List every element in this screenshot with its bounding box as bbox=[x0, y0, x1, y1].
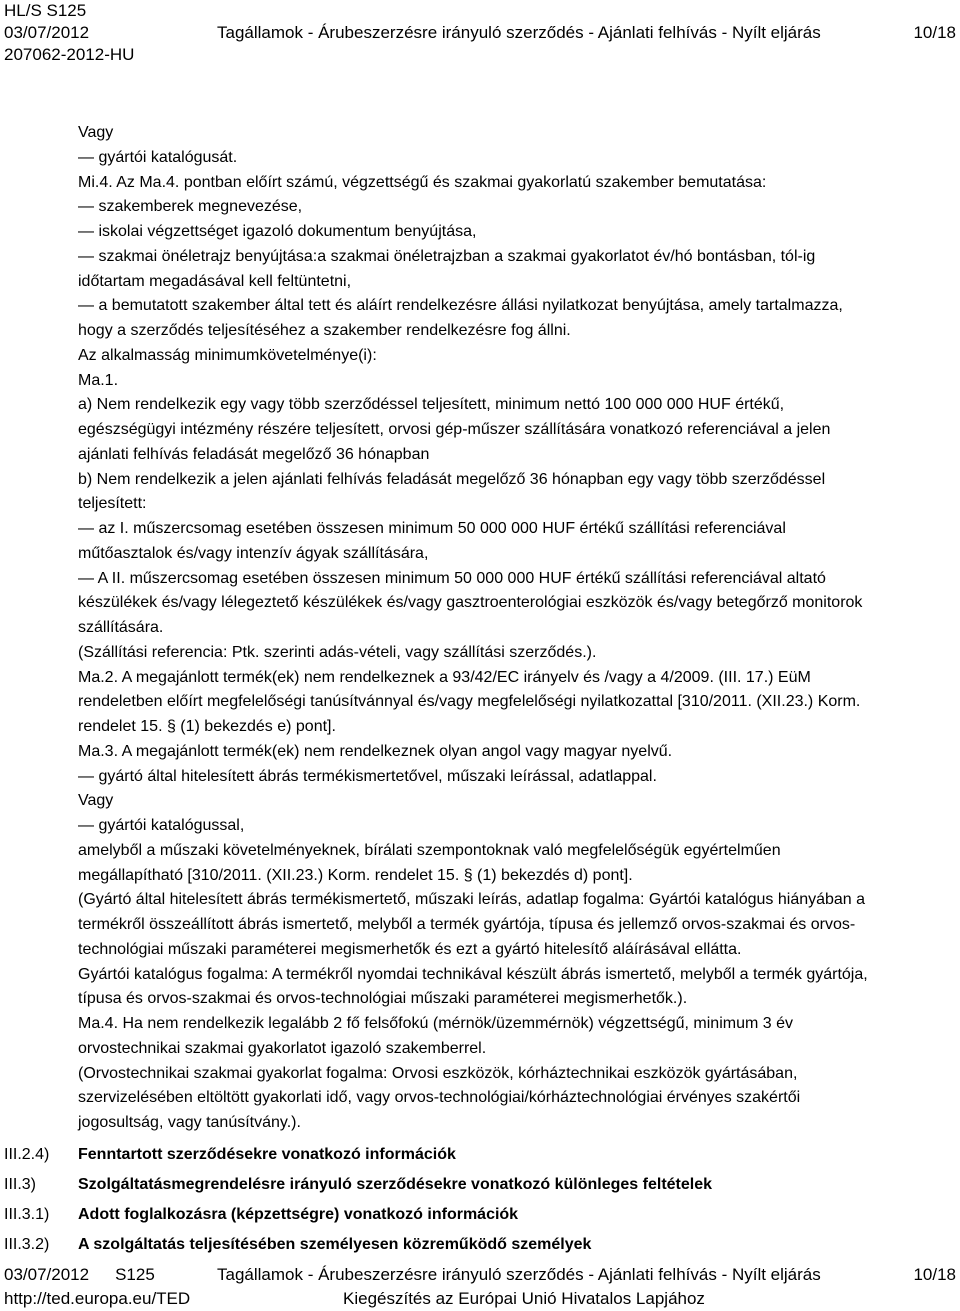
section-number: III.3) bbox=[4, 1176, 37, 1193]
text-line: szervizelésében eltöltött gyakorlati idő, vagy orvos-technológiai/kórháztechnológiai érvényes szakértői bbox=[78, 1089, 801, 1107]
text-line: megállapítható [310/2011. (XII.23.) Korm. rendelet 15. § (1) bekezdés d) pont]. bbox=[78, 866, 633, 884]
text-line: készülékek és/vagy lélegeztető készülékek és/vagy gasztroenterológiai eszközök és/vagy betegőrző monitorok bbox=[78, 594, 863, 612]
text-line: b) Nem rendelkezik a jelen ajánlati felhívás feladását megelőző 36 hónapban egy vagy több szerződéssel bbox=[78, 470, 826, 488]
footer-date-series bbox=[4, 1264, 155, 1286]
text-line: Gyártói katalógus fogalma: A termékről nyomdai technikával készült ábrás ismertető, melyből a termék gyártója, bbox=[78, 965, 868, 983]
text-line: (Gyártó által hitelesített ábrás termékismertető, műszaki leírás, adatlap fogalma: Gyártói katalógus hiányában a bbox=[78, 891, 866, 909]
text-line: — gyártói katalógusát. bbox=[78, 148, 238, 166]
page-header bbox=[0, 0, 960, 70]
section-heading-row bbox=[4, 1202, 948, 1232]
text-line: műtőasztalok és/vagy intenzív ágyak szállítására, bbox=[78, 544, 429, 562]
section-heading-row bbox=[4, 1232, 948, 1262]
text-line: a) Nem rendelkezik egy vagy több szerződéssel teljesített, minimum nettó 100 000 000 HUF értékű, bbox=[78, 396, 785, 414]
document-id: 207062-2012-HU bbox=[4, 45, 135, 64]
section-heading-row bbox=[4, 1172, 948, 1202]
section-title: Adott foglalkozásra (képzettségre) vonatkozó információk bbox=[78, 1206, 519, 1223]
text-line: — gyártói katalógussal, bbox=[78, 817, 245, 834]
text-line: orvostechnikai szakmai gyakorlatot igazoló szakemberrel. bbox=[78, 1039, 487, 1057]
footer-series: S125 bbox=[115, 1265, 155, 1284]
text-line: technológiai műszaki paraméterei megismerhetők és ezt a gyártó hitelesítő aláírásával ellátta. bbox=[78, 940, 742, 958]
section-number: III.3.2) bbox=[4, 1236, 50, 1253]
text-line: (Szállítási referencia: Ptk. szerinti adás-vételi, vagy szállítási szerződés.). bbox=[78, 643, 597, 661]
body-text bbox=[78, 121, 948, 1136]
text-line: — a bemutatott szakember által tett és aláírt rendelkezésre állási nyilatkozat benyújtása, amely tartalmazza, bbox=[78, 297, 843, 315]
text-line: egészségügyi intézmény részére teljesített, orvosi gép-műszer szállítására vonatkozó referenciával a jelen bbox=[78, 421, 831, 438]
text-line: rendeletben előírt megfelelőségi tanúsítvánnyal és/vagy megfelelőségi nyilatkozattal [310/2011. (XII.23.) Korm. bbox=[78, 693, 861, 711]
footer-date: 03/07/2012 bbox=[4, 1265, 90, 1284]
section-number: III.2.4) bbox=[4, 1146, 50, 1163]
journal-ref: HL/S S125 bbox=[4, 1, 87, 20]
section-title: Fenntartott szerződésekre vonatkozó információk bbox=[78, 1146, 456, 1163]
text-line: — szakemberek megnevezése, bbox=[78, 198, 303, 216]
section-headings bbox=[4, 1142, 948, 1262]
section-title: A szolgáltatás teljesítésében személyesen közreműködő személyek bbox=[78, 1236, 592, 1253]
text-line: Ma.2. A megajánlott termék(ek) nem rendelkeznek a 93/42/EC irányelv és /vagy a 4/2009. (III. 17.) EüM bbox=[78, 668, 811, 686]
text-line: Vagy bbox=[78, 124, 114, 141]
footer-publisher: Kiegészítés az Európai Unió Hivatalos Lapjához bbox=[343, 1289, 705, 1308]
text-line: időtartam megadásával kell feltüntetni, bbox=[78, 272, 352, 290]
text-line: Ma.3. A megajánlott termék(ek) nem rendelkeznek olyan angol vagy magyar nyelvű. bbox=[78, 742, 673, 760]
text-line: — az I. műszercsomag esetében összesen minimum 50 000 000 HUF értékű szállítási referenciával bbox=[78, 520, 786, 537]
text-line: hogy a szerződés teljesítéséhez a szakember rendelkezésre fog állni. bbox=[78, 322, 571, 339]
header-page-number: 10/18 bbox=[913, 23, 956, 42]
footer-page-number: 10/18 bbox=[913, 1265, 956, 1284]
text-line: teljesített: bbox=[78, 495, 147, 513]
header-title: Tagállamok - Árubeszerzésre irányuló szerződés - Ajánlati felhívás - Nyílt eljárás bbox=[217, 23, 821, 42]
text-line: Mi.4. Az Ma.4. pontban előírt számú, végzettségű és szakmai gyakorlatú szakember bemutatása: bbox=[78, 173, 767, 191]
text-line: — iskolai végzettséget igazoló dokumentum benyújtása, bbox=[78, 223, 477, 240]
text-line: ajánlati felhívás feladását megelőző 36 hónapban bbox=[78, 445, 430, 463]
section-heading-row bbox=[4, 1142, 948, 1172]
footer-title: Tagállamok - Árubeszerzésre irányuló szerződés - Ajánlati felhívás - Nyílt eljárás bbox=[217, 1265, 821, 1284]
text-line: Ma.1. bbox=[78, 371, 119, 389]
section-title: Szolgáltatásmegrendelésre irányuló szerződésekre vonatkozó különleges feltételek bbox=[78, 1176, 713, 1193]
footer-url: http://ted.europa.eu/TED bbox=[4, 1289, 191, 1308]
text-line: rendelet 15. § (1) bekezdés e) pont]. bbox=[78, 718, 336, 735]
section-number: III.3.1) bbox=[4, 1206, 50, 1223]
text-line: Ma.4. Ha nem rendelkezik legalább 2 fő felsőfokú (mérnök/üzemmérnök) végzettségű, minimum 3 év bbox=[78, 1015, 793, 1032]
text-line: szállítására. bbox=[78, 619, 164, 636]
text-line: Vagy bbox=[78, 792, 114, 810]
text-line: — A II. műszercsomag esetében összesen minimum 50 000 000 HUF értékű szállítási referenciával altató bbox=[78, 569, 826, 587]
text-line: — szakmai önéletrajz benyújtása:a szakmai önéletrajzban a szakmai gyakorlatot év/hó bontásban, tól-ig bbox=[78, 247, 816, 265]
text-line: típusa és orvos-szakmai és orvos-technológiai műszaki paraméterei megismerhetők.). bbox=[78, 990, 688, 1008]
header-date: 03/07/2012 bbox=[4, 23, 90, 42]
text-line: jogosultság, vagy tanúsítvány.). bbox=[78, 1114, 301, 1131]
page-footer bbox=[0, 1264, 960, 1311]
text-line: termékről összeállított ábrás ismertető, melyből a termék gyártója, típusa és jellemző orvos-szakmai és orvos- bbox=[78, 916, 856, 933]
text-line: (Orvostechnikai szakmai gyakorlat fogalma: Orvosi eszközök, kórháztechnikai eszközök gyártásában, bbox=[78, 1064, 798, 1082]
text-line: — gyártó által hitelesített ábrás termékismertetővel, műszaki leírással, adatlappal. bbox=[78, 767, 657, 785]
text-line: amelyből a műszaki követelményeknek, bírálati szempontoknak való megfelelőségük egyértelműen bbox=[78, 841, 781, 859]
text-line: Az alkalmasság minimumkövetelménye(i): bbox=[78, 346, 377, 364]
